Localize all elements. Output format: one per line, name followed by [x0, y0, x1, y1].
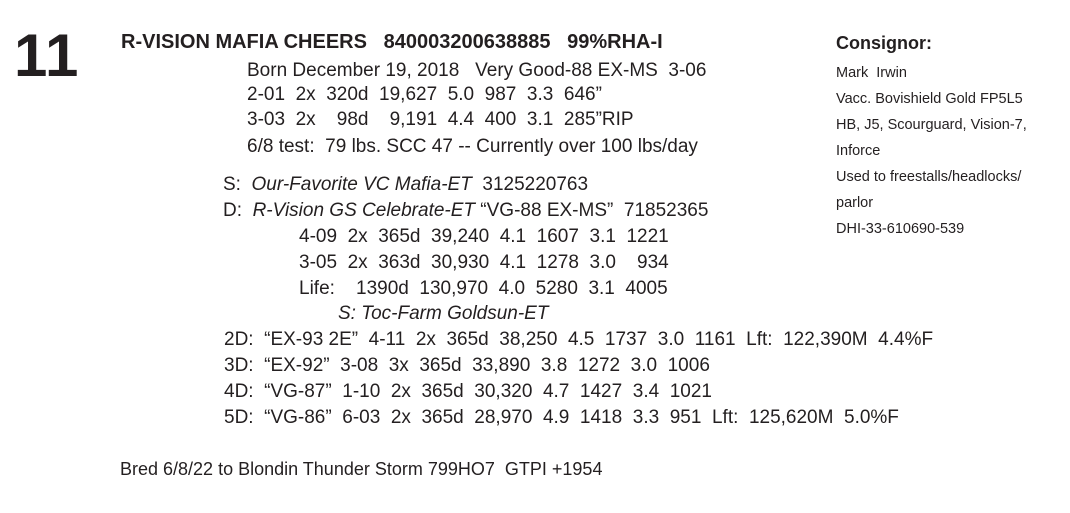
- consignor-name: Mark Irwin: [836, 65, 907, 81]
- sire-registration: 3125220763: [482, 174, 589, 195]
- ancestor-4d: 4D: “VG-87” 1-10 2x 365d 30,320 4.7 1427 3.4 1021: [224, 381, 712, 402]
- dam-sire: S: Toc-Farm Goldsun-ET: [338, 303, 549, 324]
- animal-title: R-VISION MAFIA CHEERS 840003200638885 99%RHA-I: [121, 31, 663, 53]
- consignor-heading: Consignor:: [836, 33, 932, 53]
- ancestor-5d: 5D: “VG-86” 6-03 2x 365d 28,970 4.9 1418 3.3 951 Lft: 125,620M 5.0%F: [224, 407, 899, 428]
- consignor-vaccination: Vacc. Bovishield Gold FP5L5: [836, 91, 1023, 107]
- consignor-vaccination-cont: HB, J5, Scourguard, Vision-7,: [836, 117, 1027, 133]
- sire-name: Our-Favorite VC Mafia-ET: [251, 174, 472, 195]
- consignor-panel: [836, 34, 1046, 242]
- breeding-info: Bred 6/8/22 to Blondin Thunder Storm 799HO7 GTPI +1954: [120, 459, 603, 479]
- lactation-record-1: 2-01 2x 320d 19,627 5.0 987 3.3 646”: [247, 84, 602, 105]
- consignor-housing: Used to freestalls/headlocks/: [836, 169, 1022, 185]
- consignor-vaccination-cont-2: Inforce: [836, 143, 881, 159]
- dam-record-1: 4-09 2x 365d 39,240 4.1 1607 3.1 1221: [299, 226, 669, 247]
- consignor-housing-cont: parlor: [836, 195, 874, 211]
- dam-lifetime: Life: 1390d 130,970 4.0 5280 3.1 4005: [299, 278, 668, 299]
- dam-record-2: 3-05 2x 363d 30,930 4.1 1278 3.0 934: [299, 252, 669, 273]
- ancestor-2d: 2D: “EX-93 2E” 4-11 2x 365d 38,250 4.5 1737 3.0 1161 Lft: 122,390M 4.4%F: [224, 329, 934, 350]
- dam-name: R-Vision GS Celebrate-ET: [252, 200, 476, 221]
- dam-classification: “VG-88 EX-MS” 71852365: [480, 200, 709, 221]
- sire-line: [223, 175, 588, 194]
- birth-classification: Born December 19, 2018 Very Good-88 EX-MS 3-06: [247, 60, 707, 81]
- sire-prefix: S:: [223, 174, 241, 195]
- ancestor-3d: 3D: “EX-92” 3-08 3x 365d 33,890 3.8 1272 3.0 1006: [224, 355, 710, 376]
- dam-line: [223, 201, 708, 220]
- lactation-record-2: 3-03 2x 98d 9,191 4.4 400 3.1 285”RIP: [247, 109, 634, 130]
- lot-number: 11: [14, 22, 80, 89]
- consignor-dhi: DHI-33-610690-539: [836, 221, 965, 237]
- test-result: 6/8 test: 79 lbs. SCC 47 -- Currently over 100 lbs/day: [247, 136, 698, 157]
- dam-prefix: D:: [223, 200, 242, 221]
